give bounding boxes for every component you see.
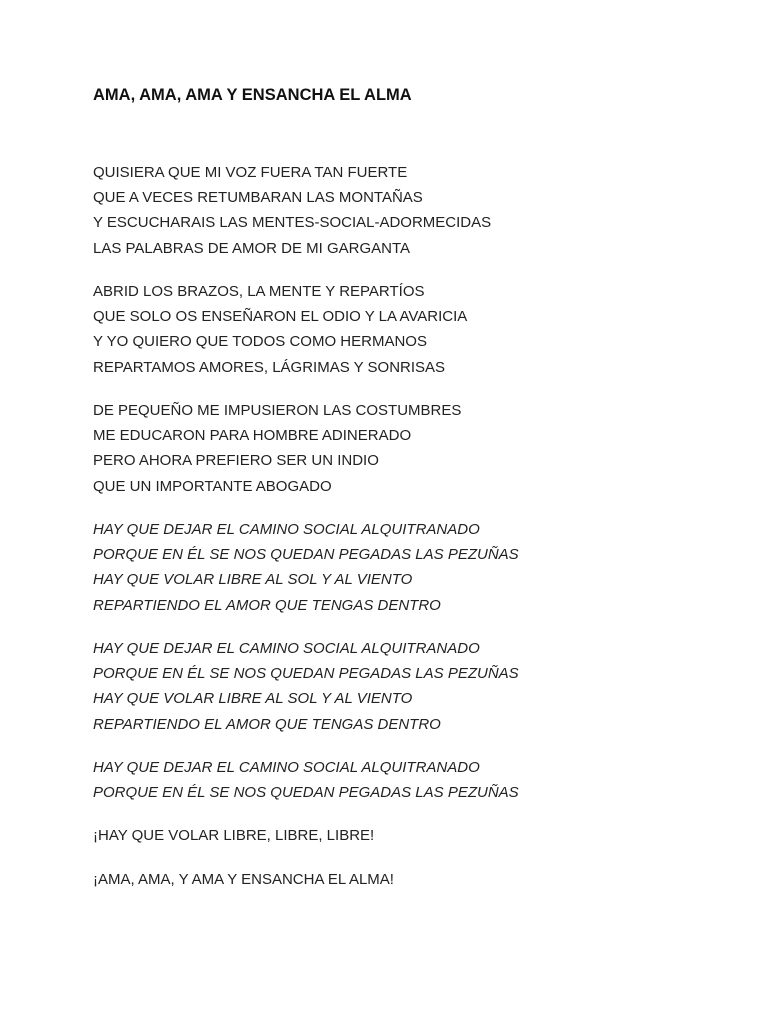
poem-line: DE PEQUEÑO ME IMPUSIERON LAS COSTUMBRES [93,402,462,419]
stanza [93,398,461,499]
poem-line: QUISIERA QUE MI VOZ FUERA TAN FUERTE [93,164,408,181]
poem-line: REPARTIENDO EL AMOR QUE TENGAS DENTRO [93,596,441,614]
poem-line: HAY QUE DEJAR EL CAMINO SOCIAL ALQUITRANADO [93,521,480,538]
poem-line: HAY QUE DEJAR EL CAMINO SOCIAL ALQUITRANADO [93,759,480,776]
poem-line: PORQUE EN ÉL SE NOS QUEDAN PEGADAS LAS PEZUÑAS [93,784,519,802]
stanza [93,279,467,380]
poem-line: PORQUE EN ÉL SE NOS QUEDAN PEGADAS LAS PEZUÑAS [93,665,519,683]
stanza [93,867,394,892]
stanza [93,823,374,848]
poem-line: ME EDUCARON PARA HOMBRE ADINERADO [93,427,412,445]
poem-line: QUE SOLO OS ENSEÑARON EL ODIO Y LA AVARICIA [93,308,468,326]
poem-line: LAS PALABRAS DE AMOR DE MI GARGANTA [93,239,411,257]
poem-line: REPARTIENDO EL AMOR QUE TENGAS DENTRO [93,715,441,733]
poem-line: HAY QUE DEJAR EL CAMINO SOCIAL ALQUITRANADO [93,640,480,657]
poem-line: ¡AMA, AMA, Y AMA Y ENSANCHA EL ALMA! [93,871,394,888]
poem-line: QUE UN IMPORTANTE ABOGADO [93,477,332,495]
poem-line: HAY QUE VOLAR LIBRE AL SOL Y AL VIENTO [93,571,413,589]
poem-line: ABRID LOS BRAZOS, LA MENTE Y REPARTÍOS [93,283,425,300]
poem-line: HAY QUE VOLAR LIBRE AL SOL Y AL VIENTO [93,690,413,708]
poem-line: PERO AHORA PREFIERO SER UN INDIO [93,452,379,470]
stanza [93,755,519,805]
poem-line: QUE A VECES RETUMBARAN LAS MONTAÑAS [93,189,423,207]
poem-line: Y YO QUIERO QUE TODOS COMO HERMANOS [93,333,427,351]
poem-title: AMA, AMA, AMA Y ENSANCHA EL ALMA [93,86,412,104]
poem-line: REPARTAMOS AMORES, LÁGRIMAS Y SONRISAS [93,358,446,376]
poem-line: ¡HAY QUE VOLAR LIBRE, LIBRE, LIBRE! [93,827,375,844]
stanza [93,636,519,737]
stanza [93,160,491,261]
poem-line: PORQUE EN ÉL SE NOS QUEDAN PEGADAS LAS PEZUÑAS [93,546,519,564]
poem-line: Y ESCUCHARAIS LAS MENTES-SOCIAL-ADORMECIDAS [93,214,492,232]
stanza [93,517,519,618]
